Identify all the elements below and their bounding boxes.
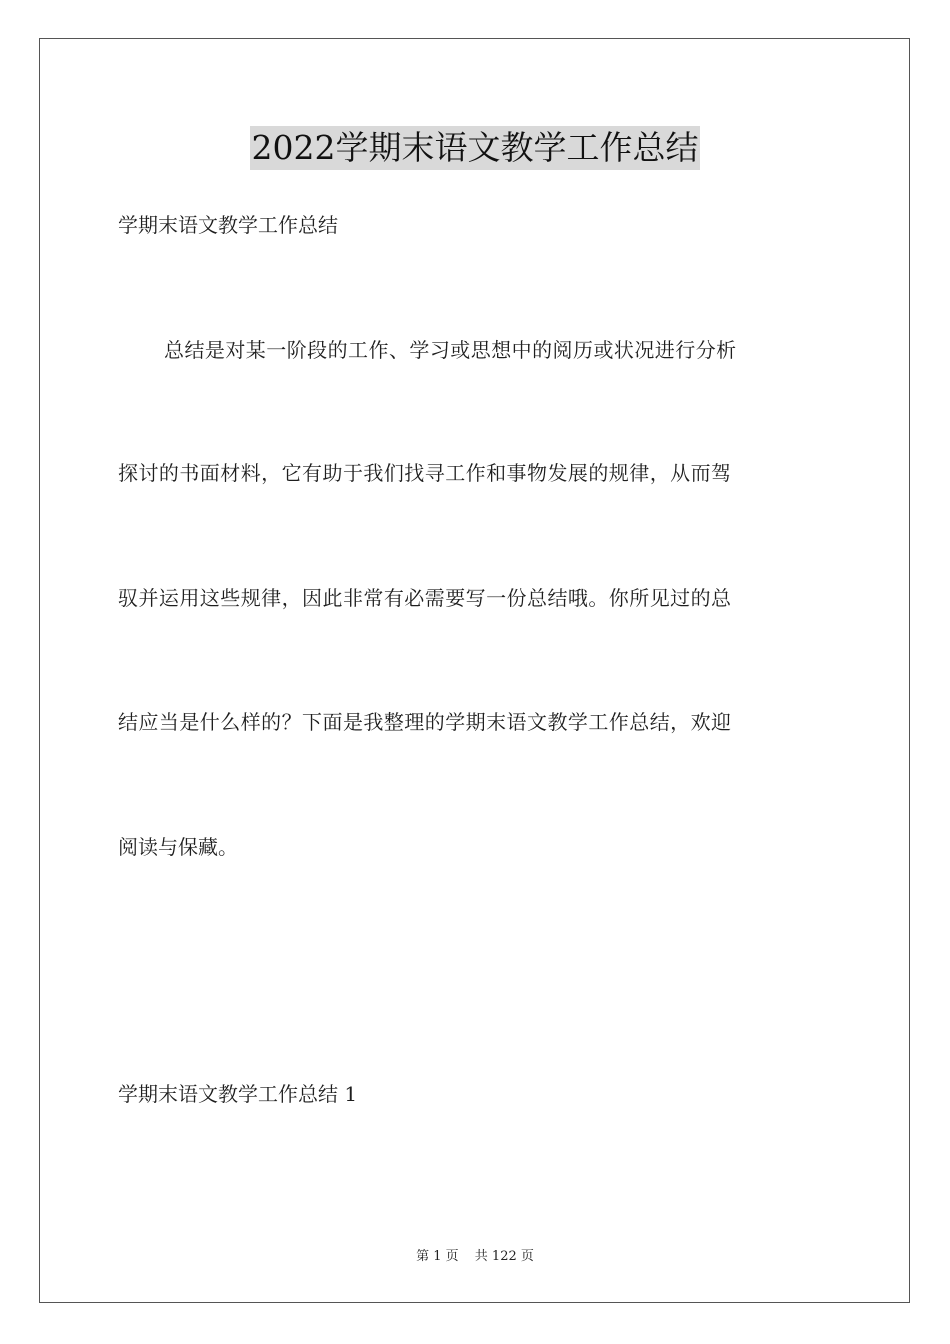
intro-line-1: 总结是对某一阶段的工作、学习或思想中的阅历或状况进行分析 <box>164 338 737 362</box>
intro-line-4: 结应当是什么样的？下面是我整理的学期末语文教学工作总结，欢迎 <box>118 710 732 734</box>
title-container <box>0 126 950 170</box>
document-subtitle: 学期末语文教学工作总结 <box>118 213 338 237</box>
document-title: 2022学期末语文教学工作总结 <box>250 126 701 170</box>
intro-line-5: 阅读与保藏。 <box>118 835 238 859</box>
page-footer <box>0 1248 950 1266</box>
section-heading: 学期末语文教学工作总结 1 <box>118 1082 358 1106</box>
page-number-total: 共 122 页 <box>474 1249 534 1264</box>
intro-line-2: 探讨的书面材料，它有助于我们找寻工作和事物发展的规律，从而驾 <box>118 461 732 485</box>
intro-line-3: 驭并运用这些规律，因此非常有必需要写一份总结哦。你所见过的总 <box>118 586 732 610</box>
page-number-current: 第 1 页 <box>416 1249 459 1264</box>
